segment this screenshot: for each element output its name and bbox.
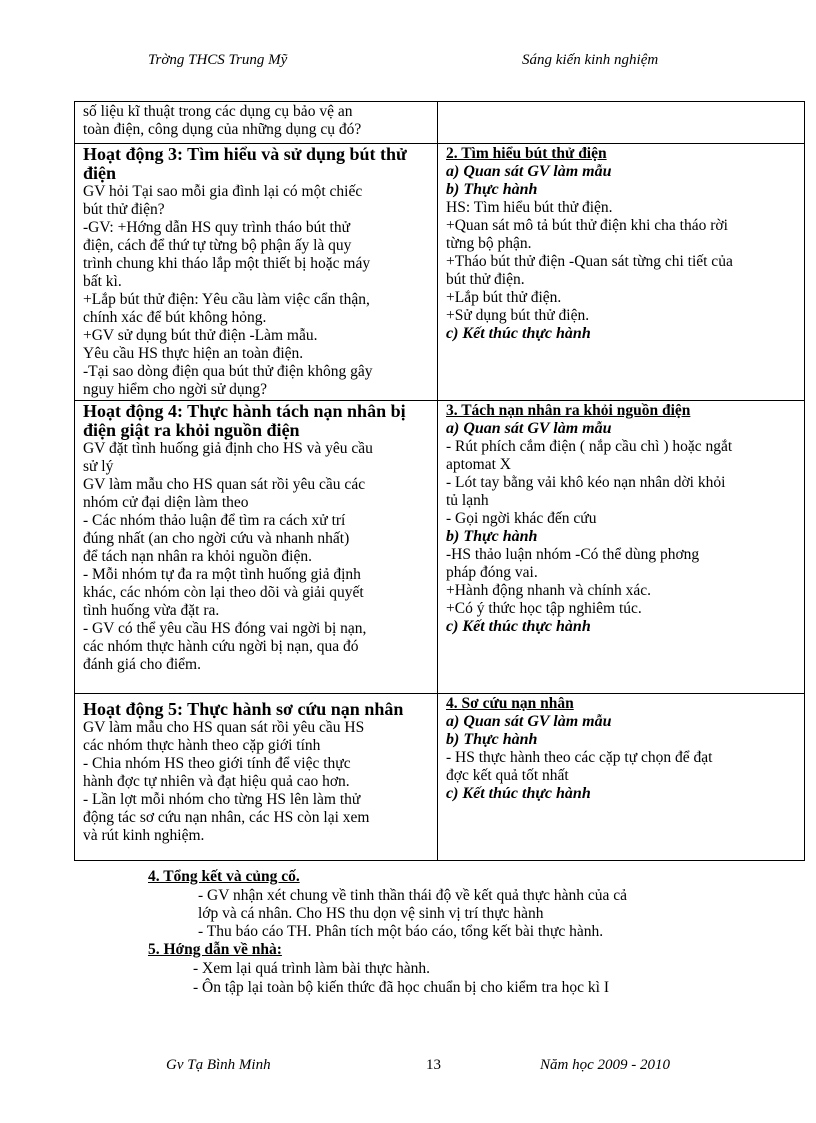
subheading: a) Quan sát GV làm mẫu [446,713,612,730]
text-line: để tách nạn nhân ra khỏi nguồn điện. [83,548,312,565]
text-line: GV đặt tình huống giả định cho HS và yêu cầu [83,440,373,457]
subheading: c) Kết thúc thực hành [446,785,591,802]
text-line: chính xác để bút không hỏng. [83,309,267,326]
text-line: pháp đóng vai. [446,564,538,581]
homework-line: - Ôn tập lại toàn bộ kiến thức đã học chuẩn bị cho kiểm tra học kì I [193,979,610,996]
text-line: đúng nhất (an cho ngời cứu và nhanh nhất) [83,530,350,547]
text-line: đánh giá cho điểm. [83,656,201,673]
activity-5-title: Hoạt động 5: Thực hành sơ cứu nạn nhân [83,699,404,719]
text-line: -GV: +Hớng dẫn HS quy trình tháo bút thử [83,219,351,236]
row1-right [438,102,805,144]
row4-left [75,694,438,861]
text-line: +Lắp bút thử điện: Yêu cầu làm việc cẩn thận, [83,291,370,308]
text-line: -HS thảo luận nhóm -Có thể dùng phơng [446,546,700,563]
text-line: - Rút phích cắm điện ( nắp cầu chì ) hoặc ngắt [446,438,733,455]
subheading: b) Thực hành [446,528,538,545]
text-line: nguy hiểm cho ngời sử dụng? [83,381,268,398]
table-row [75,401,805,694]
activity-4-title: Hoạt động 4: Thực hành tách nạn nhân bị điện giật ra khỏi nguồn điện [83,401,406,440]
text-line: - Gọi ngời khác đến cứu [446,510,597,527]
text-line: và rút kinh nghiệm. [83,827,205,844]
text-line: aptomat X [446,456,511,473]
text-line: +Lắp bút thử điện. [446,289,562,306]
table-row [75,144,805,401]
subheading: a) Quan sát GV làm mẫu [446,163,612,180]
text-line: +Hành động nhanh và chính xác. [446,582,652,599]
text-line: +GV sử dụng bút thử điện -Làm mẫu. [83,327,318,344]
subheading: a) Quan sát GV làm mẫu [446,420,612,437]
section-3-body [446,420,798,636]
text-line: GV làm mẫu cho HS quan sát rồi yêu cầu HS [83,719,365,736]
subheading: c) Kết thúc thực hành [446,618,591,635]
row3-right [438,401,805,694]
subheading: b) Thực hành [446,181,538,198]
text-line: bút thử điện. [446,271,525,288]
footer-author: Gv Tạ Bình Minh [166,1057,271,1073]
text-line: động tác sơ cứu nạn nhân, các HS còn lại xem [83,809,370,826]
text-line: - HS thực hành theo các cặp tự chọn để đạt [446,749,713,766]
row1-left [75,102,438,144]
text-line: khác, các nhóm còn lại theo dõi và giải quyết [83,584,364,601]
text-line: điện, cách để thứ tự từng bộ phận ấy là quy [83,237,352,254]
table-row [75,102,805,144]
text-line: bất kì. [83,273,122,290]
text-line: các nhóm thực hành theo cặp giới tính [83,737,321,754]
text-line: Yêu cầu HS thực hiện an toàn điện. [83,345,304,362]
homework-heading: 5. Hớng dẫn về nhà: [148,941,282,958]
summary-line: - Thu báo cáo TH. Phân tích một báo cáo, tổng kết bài thực hành. [198,923,604,940]
text-line: toàn điện, công dụng của những dụng cụ đó? [83,121,362,138]
row4-right [438,694,805,861]
text-line: -Tại sao dòng điện qua bút thử điện không gây [83,363,373,380]
text-line: HS: Tìm hiểu bút thử điện. [446,199,613,216]
text-line: - Các nhóm thảo luận để tìm ra cách xử trí [83,512,346,529]
text-line: +Tháo bút thử điện -Quan sát từng chi tiết của [446,253,733,270]
text-line: các nhóm thực hành cứu ngời bị nạn, qua đó [83,638,359,655]
header-title: Sáng kiến kinh nghiệm [522,52,659,68]
text-line: từng bộ phận. [446,235,532,252]
row2-right [438,144,805,401]
text-line: - Lót tay bằng vải khô kéo nạn nhân dời khỏi [446,474,726,491]
text-line: +Quan sát mô tả bút thử điện khi cha tháo rời [446,217,728,234]
footer-year: Năm học 2009 - 2010 [540,1057,670,1073]
table-row [75,694,805,861]
lesson-table [74,101,805,861]
text-line: +Có ý thức học tập nghiêm túc. [446,600,642,617]
row3-left [75,401,438,694]
summary-line: - GV nhận xét chung về tinh thần thái độ về kết quả thực hành của cả [198,887,628,904]
summary-heading: 4. Tổng kết và củng cố. [148,868,300,885]
row2-left [75,144,438,401]
text-line: sử lý [83,458,114,475]
text-line: nhóm cử đại diện làm theo [83,494,249,511]
summary-line: lớp và cá nhân. Cho HS thu dọn vệ sinh vị trí thực hành [198,905,544,922]
text-line: GV hỏi Tại sao mỗi gia đình lại có một chiếc [83,183,363,200]
text-line: hành đợc tự nhiên và đạt hiệu quả cao hơn. [83,773,350,790]
text-line: đợc kết quả tốt nhất [446,767,569,784]
text-line: số liệu kĩ thuật trong các dụng cụ bảo vệ an [83,103,353,120]
text-line: - Chia nhóm HS theo giới tính để việc thực [83,755,351,772]
text-line: trình chung khi tháo lắp một thiết bị hoặc máy [83,255,371,272]
activity-3-body [83,183,431,399]
section-4-body [446,713,798,803]
subheading: c) Kết thúc thực hành [446,325,591,342]
homework-line: - Xem lại quá trình làm bài thực hành. [193,960,430,977]
activity-3-title: Hoạt động 3: Tìm hiểu và sử dụng bút thử điện [83,144,407,183]
activity-5-body [83,719,431,845]
text-line: tình huống vừa đặt ra. [83,602,220,619]
text-line: - GV có thể yêu cầu HS đóng vai ngời bị nạn, [83,620,367,637]
activity-4-body [83,440,431,674]
text-line: GV làm mẫu cho HS quan sát rồi yêu cầu các [83,476,366,493]
text-line: bút thử điện? [83,201,165,218]
page-number: 13 [426,1057,441,1073]
text-line: - Lần lợt mỗi nhóm cho từng HS lên làm thử [83,791,361,808]
section-2-title: 2. Tìm hiểu bút thử điện [446,145,607,162]
section-2-body [446,163,798,343]
subheading: b) Thực hành [446,731,538,748]
text-line: tủ lạnh [446,492,489,509]
text-line: +Sử dụng bút thử điện. [446,307,590,324]
text-line: - Mỗi nhóm tự đa ra một tình huống giả định [83,566,361,583]
section-4-title: 4. Sơ cứu nạn nhân [446,695,574,712]
section-3-title: 3. Tách nạn nhân ra khỏi nguồn điện [446,402,691,419]
header-school: Trờng THCS Trung Mỹ [148,52,288,68]
